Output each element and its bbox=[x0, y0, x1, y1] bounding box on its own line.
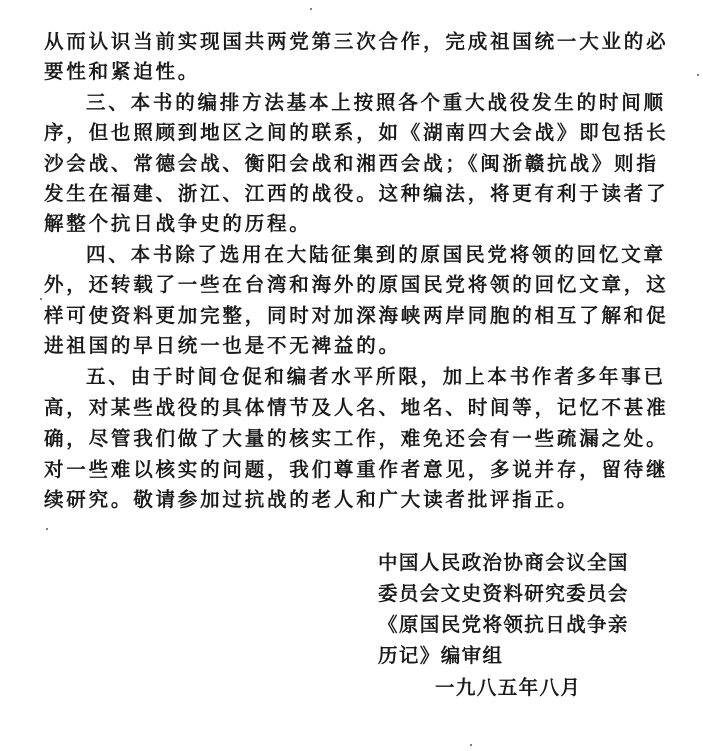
signature-org-line-4: 历记》编审组 bbox=[378, 644, 504, 667]
body-line-14: 确，尽管我们做了大量的核实工作，难免还会有一些疏漏之处。 bbox=[44, 427, 669, 450]
body-line-7: 解整个抗日战争史的历程。 bbox=[44, 212, 312, 235]
body-line-3: 三、本书的编排方法基本上按照各个重大战役发生的时间顺 bbox=[86, 91, 666, 114]
body-line-12: 五、由于时间仓促和编者水平所限，加上本书作者多年事已 bbox=[86, 365, 666, 388]
scan-speck bbox=[697, 74, 699, 76]
signature-org-line-3: 《原国民党将领抗日战争亲 bbox=[378, 613, 629, 636]
body-line-13: 高，对某些战役的具体情节及人名、地名、时间等，记忆不甚准 bbox=[44, 396, 669, 419]
body-line-9: 外，还转载了一些在台湾和海外的原国民党将领的回忆文章，这 bbox=[44, 273, 669, 296]
body-line-10: 样可使资料更加完整，同时对加深海峡两岸同胞的相互了解和促 bbox=[44, 304, 669, 327]
signature-org-line-1: 中国人民政治协商会议全国 bbox=[378, 551, 629, 574]
body-line-16: 续研究。敬请参加过抗战的老人和广大读者批评指正。 bbox=[44, 488, 580, 511]
scan-speck bbox=[46, 528, 48, 530]
scan-speck bbox=[470, 744, 472, 746]
body-line-6: 发生在福建、浙江、江西的战役。这种编法，将更有利于读者了 bbox=[44, 182, 669, 205]
body-line-11: 进祖国的早日统一也是不无裨益的。 bbox=[44, 334, 401, 357]
body-line-8: 四、本书除了选用在大陆征集到的原国民党将领的回忆文章 bbox=[86, 243, 666, 266]
scan-speck bbox=[310, 8, 312, 10]
scan-speck bbox=[40, 298, 42, 300]
body-line-4: 序，但也照顾到地区之间的联系，如《湖南四大会战》即包括长 bbox=[44, 121, 669, 144]
body-line-1: 从而认识当前实现国共两党第三次合作，完成祖国统一大业的必 bbox=[44, 30, 669, 53]
body-line-15: 对一些难以核实的问题，我们尊重作者意见，多说并存，留待继 bbox=[44, 458, 669, 481]
body-line-5: 沙会战、常德会战、衡阳会战和湘西会战；《闽浙赣抗战》则指 bbox=[44, 152, 659, 175]
body-line-2: 要性和紧迫性。 bbox=[44, 60, 201, 83]
signature-org-line-2: 委员会文史资料研究委员会 bbox=[378, 582, 629, 605]
signature-date: 一九八五年八月 bbox=[435, 676, 582, 699]
